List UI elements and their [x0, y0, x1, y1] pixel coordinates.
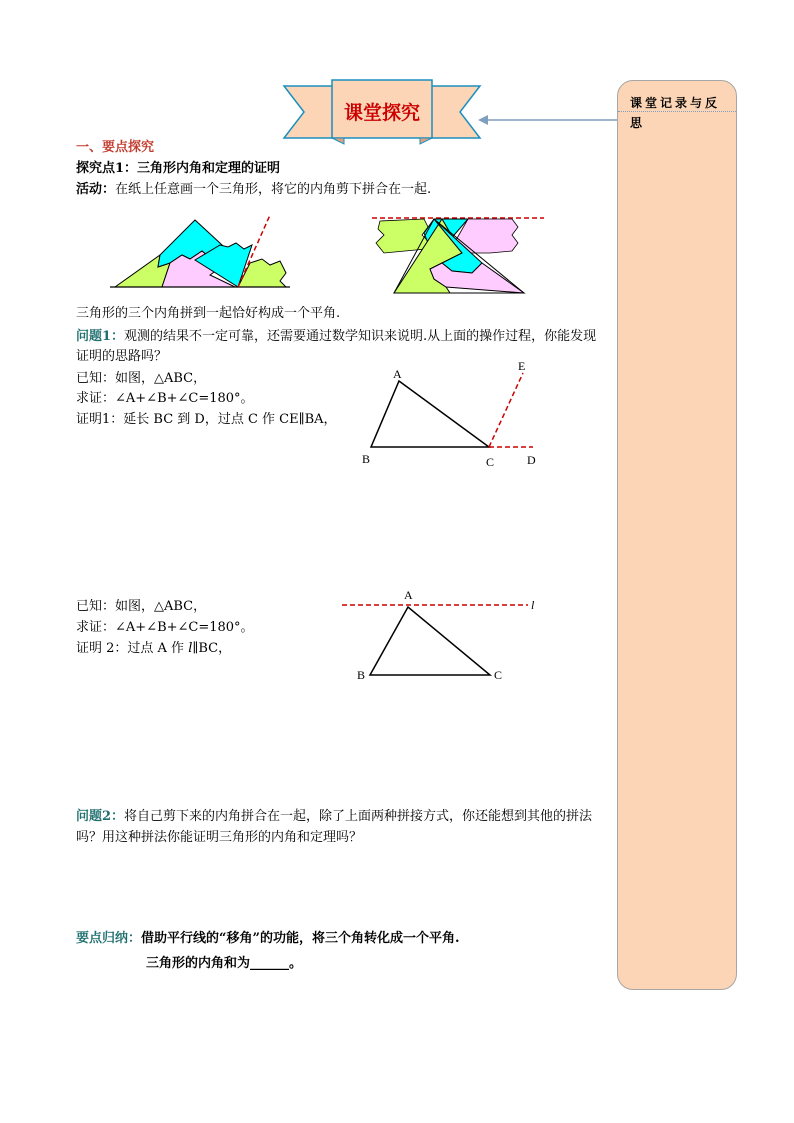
point1	[76, 160, 280, 178]
section-heading: 一、要点探究	[76, 140, 155, 155]
banner	[282, 78, 482, 150]
fig1-label-b: B	[362, 452, 371, 466]
question2-text: 将自己剪下来的内角拼合在一起，除了上面两种拼接方式，你还能想到其他的拼法吗？用这种拼法你能证明三角形的内角和定理吗？	[76, 809, 593, 845]
sidebar-title: 课堂记录与反思	[630, 96, 721, 130]
notes-sidebar	[617, 80, 737, 990]
point1-text: 三角形内角和定理的证明	[137, 161, 281, 176]
prove2: 求证：∠A+∠B+∠C=180°。	[76, 620, 254, 635]
proof2-line: l	[188, 641, 193, 656]
fig1-label-d: D	[527, 453, 536, 467]
given1: 已知：如图，△ABC，	[76, 371, 207, 386]
activity-label: 活动：	[76, 182, 116, 197]
given2: 已知：如图，△ABC，	[76, 599, 207, 614]
question2	[76, 806, 606, 848]
activity-text: 在纸上任意画一个三角形，将它的内角剪下拼合在一起.	[115, 182, 432, 197]
question1-text: 观测的结果不一定可靠，还需要通过数学知识来说明.从上面的操作过程，你能发现证明的思路吗？	[76, 329, 597, 364]
arrow-icon	[476, 112, 622, 128]
cut-angles-figure-left	[110, 215, 290, 295]
cut-angles-figure-right	[372, 213, 547, 298]
fig1-label-e: E	[518, 359, 526, 373]
question2-label: 问题2：	[76, 809, 125, 824]
banner-title: 课堂探究	[343, 102, 420, 124]
summary-line2: 三角形的内角和为______。	[146, 956, 303, 971]
summary-label: 要点归纳：	[76, 931, 142, 946]
fig2-label-b: B	[357, 668, 366, 682]
fig1-label-c: C	[486, 455, 495, 469]
result-text: 三角形的三个内角拼到一起恰好构成一个平角.	[76, 306, 341, 321]
point1-label: 探究点1：	[76, 161, 138, 176]
fig2-label-a: A	[404, 588, 413, 602]
summary-line1: 借助平行线的“移角”的功能，将三个角转化成一个平角.	[141, 931, 460, 946]
fig2-label-c: C	[494, 668, 503, 682]
proof2-pre: 证明 2：过点 A 作	[76, 641, 189, 656]
prove1: 求证：∠A+∠B+∠C=180°。	[76, 391, 254, 406]
fig1-label-a: A	[393, 367, 402, 381]
proof2-post: ∥BC，	[192, 641, 232, 656]
triangle-figure-2	[340, 595, 540, 685]
proof1: 证明1：延长 BC 到 D，过点 C 作 CE∥BA，	[76, 412, 337, 427]
fig2-label-l: l	[531, 598, 535, 612]
summary	[76, 930, 460, 948]
proof2	[76, 640, 231, 658]
activity	[76, 181, 431, 199]
question1-label: 问题1：	[76, 329, 125, 344]
